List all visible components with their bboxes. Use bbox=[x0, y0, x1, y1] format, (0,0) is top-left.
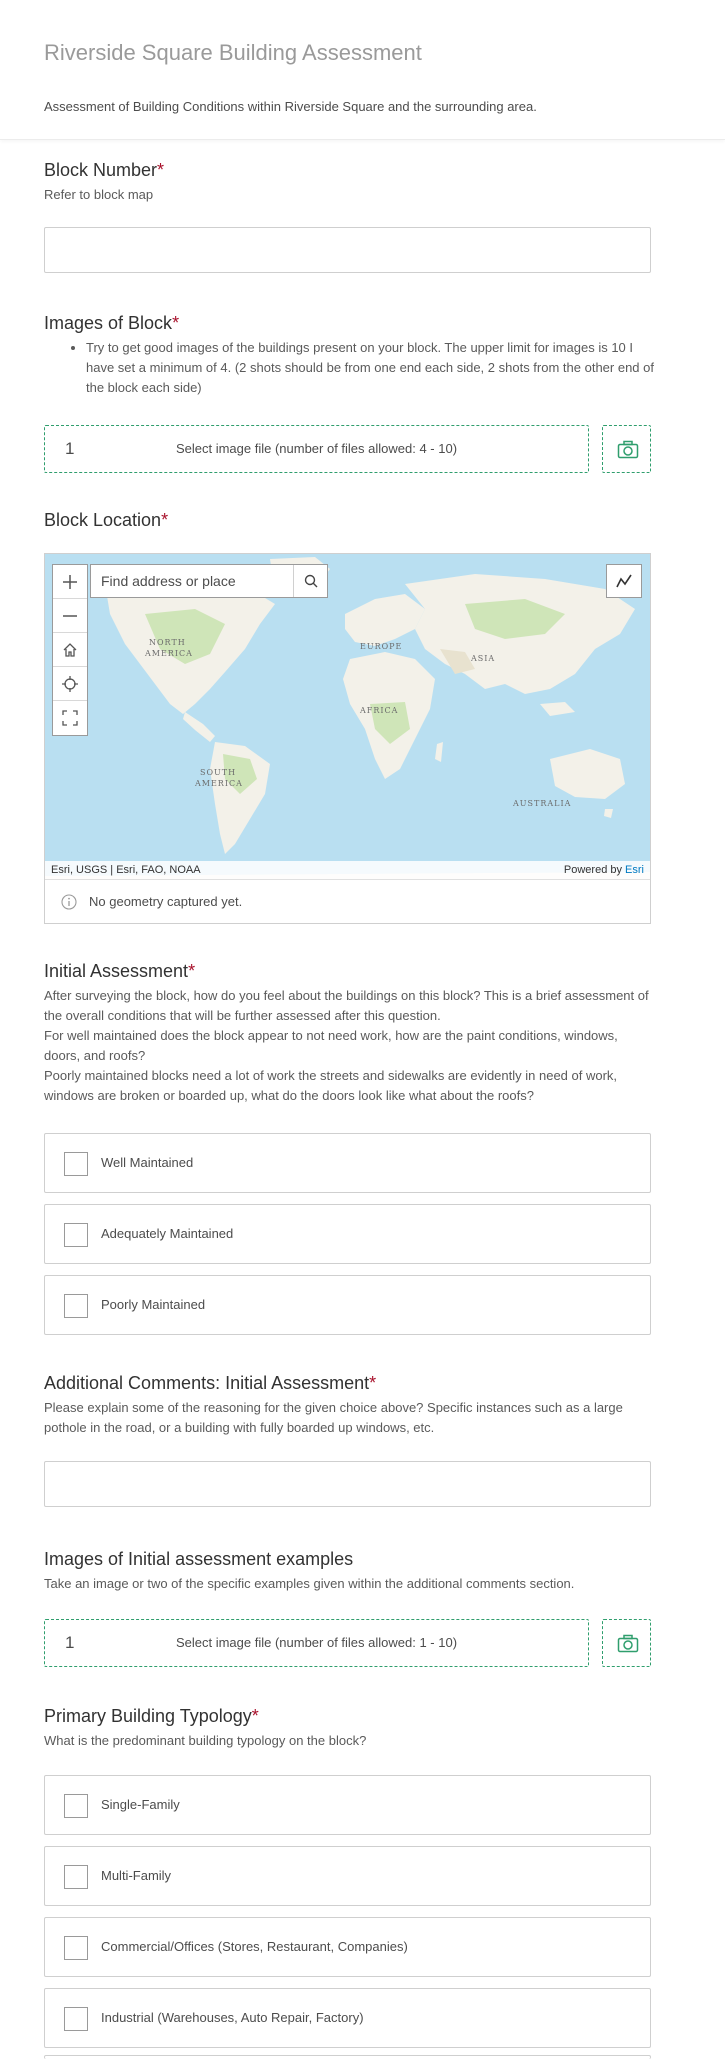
question-label: Images of Block* bbox=[44, 313, 180, 333]
locate-button[interactable] bbox=[53, 667, 87, 701]
attribution-powered: Powered by Esri bbox=[563, 864, 644, 876]
hint-line: After surveying the block, how do you feel about the buildings on this block? This is a brief assessment of the overall conditions that will be further assessed after this question. bbox=[44, 988, 649, 1023]
geometry-status bbox=[45, 879, 650, 923]
map-widget bbox=[44, 553, 651, 924]
map-controls bbox=[52, 564, 88, 736]
fullscreen-button[interactable] bbox=[53, 701, 87, 735]
hint-item: • Try to get good images of the buildings present on your block. The upper limit for images is 10 I have set a minimum of 4. (2 shots should be from one end each side, 2 shots from the other end of the block each side) bbox=[86, 338, 654, 398]
choice-option[interactable] bbox=[44, 1988, 651, 2048]
zoom-in-button[interactable] bbox=[53, 565, 87, 599]
choice-option-partial bbox=[44, 2055, 651, 2059]
question-block-location bbox=[44, 510, 654, 531]
hint-line: For well maintained does the block appear to not need work, how are the paint conditions, windows, doors, and roofs? bbox=[44, 1028, 618, 1063]
checkbox[interactable] bbox=[64, 1223, 88, 1247]
home-button[interactable] bbox=[53, 633, 87, 667]
geometry-status-text: No geometry captured yet. bbox=[89, 894, 243, 909]
map-label: AFRICA bbox=[360, 706, 399, 715]
choice-option[interactable] bbox=[44, 1275, 651, 1335]
checkbox[interactable] bbox=[64, 2007, 88, 2031]
choice-label: Commercial/Offices (Stores, Restaurant, Companies) bbox=[101, 1939, 408, 1954]
question-hint: What is the predominant building typology on the block? bbox=[44, 1733, 367, 1748]
checkbox[interactable] bbox=[64, 1294, 88, 1318]
choice-option[interactable] bbox=[44, 1917, 651, 1977]
sketch-icon bbox=[615, 573, 633, 589]
file-select-text: Select image file (number of files allowed: 4 - 10) bbox=[175, 441, 458, 456]
question-initial-examples bbox=[44, 1549, 654, 1594]
file-select-text: Select image file (number of files allowed: 1 - 10) bbox=[175, 1635, 458, 1650]
form-description: Assessment of Building Conditions within Riverside Square and the surrounding area. bbox=[44, 99, 537, 114]
camera-button[interactable] bbox=[602, 1619, 651, 1667]
form-title: Riverside Square Building Assessment bbox=[44, 40, 422, 65]
choice-option[interactable] bbox=[44, 1133, 651, 1193]
choice-label: Single-Family bbox=[101, 1797, 180, 1812]
map-search bbox=[90, 564, 328, 598]
question-block-number bbox=[44, 160, 654, 205]
sketch-button[interactable] bbox=[606, 564, 642, 598]
zoom-out-icon bbox=[62, 608, 78, 624]
file-select-box[interactable] bbox=[44, 425, 589, 473]
form-header bbox=[0, 0, 725, 140]
camera-button[interactable] bbox=[602, 425, 651, 473]
fullscreen-icon bbox=[62, 710, 78, 726]
info-icon bbox=[61, 894, 77, 910]
file-count: 1 bbox=[65, 1633, 75, 1652]
map-label: AUSTRALIA bbox=[513, 799, 572, 808]
choice-label: Industrial (Warehouses, Auto Repair, Factory) bbox=[101, 2010, 364, 2025]
image-upload-examples bbox=[44, 1619, 651, 1667]
map-label: SOUTH bbox=[200, 768, 237, 777]
map-view[interactable] bbox=[45, 554, 650, 879]
checkbox[interactable] bbox=[64, 1152, 88, 1176]
map-label: ASIA bbox=[471, 654, 496, 663]
image-upload-block bbox=[44, 425, 651, 473]
camera-icon bbox=[617, 1634, 639, 1654]
choice-label: Poorly Maintained bbox=[101, 1297, 206, 1312]
zoom-out-button[interactable] bbox=[53, 599, 87, 633]
map-label: EUROPE bbox=[360, 642, 403, 651]
choice-option[interactable] bbox=[44, 1846, 651, 1906]
question-hint bbox=[44, 338, 654, 398]
locate-icon bbox=[62, 676, 78, 692]
map-search-button[interactable] bbox=[295, 565, 327, 597]
file-select-box[interactable] bbox=[44, 1619, 589, 1667]
checkbox[interactable] bbox=[64, 1936, 88, 1960]
attribution-sources: Esri, USGS | Esri, FAO, NOAA bbox=[51, 864, 201, 876]
required-mark: * bbox=[369, 1373, 377, 1393]
question-label: Initial Assessment* bbox=[44, 961, 196, 981]
required-mark: * bbox=[188, 961, 196, 981]
question-label: Block Location* bbox=[44, 510, 169, 530]
map-label: NORTH bbox=[149, 638, 186, 647]
map-label: AMERICA bbox=[145, 649, 193, 658]
question-initial-assessment bbox=[44, 961, 654, 1106]
choice-option[interactable] bbox=[44, 1775, 651, 1835]
hint-line: Poorly maintained blocks need a lot of work the streets and sidewalks are evidently in need of work, windows are broken or boarded up, what do the doors look like what about the roofs? bbox=[44, 1068, 618, 1103]
choice-label: Well Maintained bbox=[101, 1155, 194, 1170]
checkbox[interactable] bbox=[64, 1794, 88, 1818]
map-label: AMERICA bbox=[195, 779, 243, 788]
map-attribution bbox=[45, 861, 650, 879]
map-search-input[interactable]: Find address or place bbox=[91, 565, 294, 597]
question-label: Primary Building Typology* bbox=[44, 1706, 259, 1726]
question-label: Block Number* bbox=[44, 160, 165, 180]
additional-comments-input[interactable] bbox=[44, 1461, 651, 1507]
question-hint: Please explain some of the reasoning for the given choice above? Specific instances such as a large pothole in the road, or a building with fully boarded up windows, etc. bbox=[44, 1400, 623, 1435]
checkbox[interactable] bbox=[64, 1865, 88, 1889]
choice-label: Multi-Family bbox=[101, 1868, 172, 1883]
question-images-of-block bbox=[44, 313, 654, 398]
question-hint bbox=[44, 986, 654, 1106]
choice-option[interactable] bbox=[44, 1204, 651, 1264]
world-basemap bbox=[45, 554, 650, 879]
file-count: 1 bbox=[65, 439, 75, 458]
search-icon bbox=[304, 574, 318, 588]
question-hint: Take an image or two of the specific examples given within the additional comments section. bbox=[44, 1576, 575, 1591]
required-mark: * bbox=[172, 313, 180, 333]
question-primary-typology bbox=[44, 1706, 654, 1751]
required-mark: * bbox=[251, 1706, 259, 1726]
block-number-input[interactable] bbox=[44, 227, 651, 273]
question-hint: Refer to block map bbox=[44, 187, 154, 202]
choice-label: Adequately Maintained bbox=[101, 1226, 234, 1241]
home-icon bbox=[62, 642, 78, 658]
question-label: Additional Comments: Initial Assessment* bbox=[44, 1373, 377, 1393]
required-mark: * bbox=[157, 160, 165, 180]
esri-link[interactable]: Esri bbox=[625, 864, 644, 876]
question-label: Images of Initial assessment examples bbox=[44, 1549, 354, 1569]
zoom-in-icon bbox=[62, 574, 78, 590]
required-mark: * bbox=[161, 510, 169, 530]
question-additional-comments bbox=[44, 1373, 654, 1438]
camera-icon bbox=[617, 440, 639, 460]
